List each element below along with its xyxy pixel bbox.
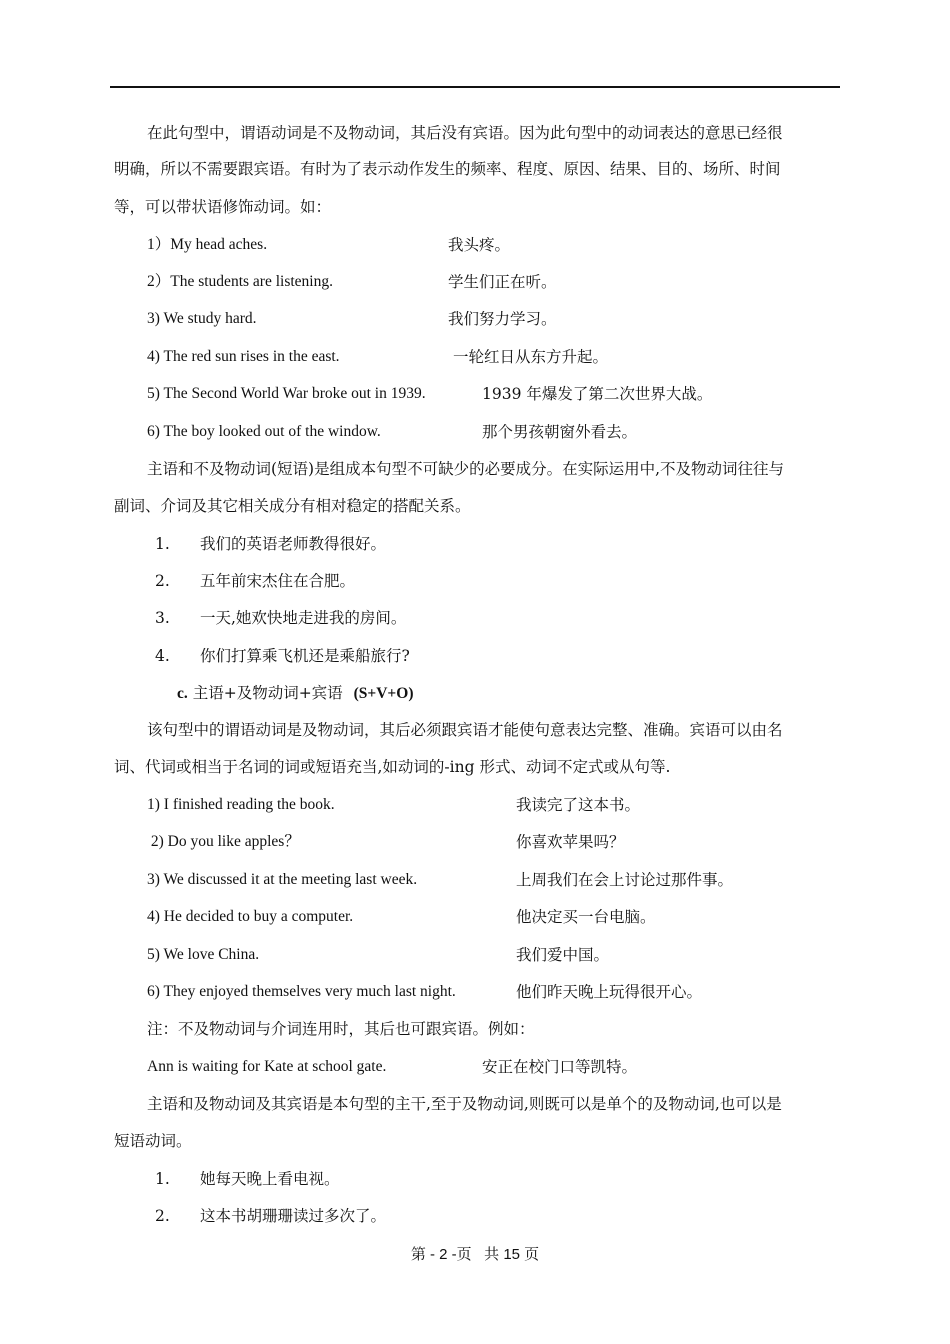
example-en-2: 2）The students are listening.	[147, 273, 333, 290]
exercise1-text-2: 五年前宋杰住在合肥。	[200, 572, 356, 590]
exercise2-num-2: 2.	[155, 1207, 170, 1225]
exercise2-num-1: 1.	[155, 1170, 170, 1188]
example-en-3: 3) We study hard.	[147, 310, 257, 327]
section-c-letter: c.	[177, 685, 188, 702]
note1-line-1: 主语和不及物动词(短语)是组成本句型不可缺少的必要成分。在实际运用中,不及物动词往往与	[147, 460, 785, 478]
section-c-title: 主语+及物动词+宾语	[192, 684, 343, 702]
exercise2-text-1: 她每天晚上看电视。	[200, 1170, 340, 1188]
example-zh-1: 我头疼。	[448, 236, 511, 254]
exercise1-num-1: 1.	[155, 535, 170, 553]
svo-example-zh-1: 我读完了这本书。	[516, 796, 641, 814]
exercise1-num-3: 3.	[155, 609, 170, 627]
svo-example-en-5: 5) We love China.	[147, 946, 260, 963]
intro-line-1: 在此句型中，谓语动词是不及物动词，其后没有宾语。因为此句型中的动词表达的意思已经很	[147, 124, 783, 142]
example-zh-6: 那个男孩朝窗外看去。	[482, 423, 638, 441]
example-en-6: 6) The boy looked out of the window.	[147, 423, 381, 440]
svo-example-zh-6: 他们昨天晚上玩得很开心。	[516, 983, 703, 1001]
intro-line-3: 等，可以带状语修饰动词。如：	[114, 198, 332, 216]
note3-line-1: 主语和及物动词及其宾语是本句型的主干,至于及物动词,则既可以是单个的及物动词,也可以是	[147, 1095, 782, 1113]
intro-line-2: 明确，所以不需要跟宾语。有时为了表示动作发生的频率、程度、原因、结果、目的、场所、时间	[114, 160, 781, 178]
exercise1-text-1: 我们的英语老师教得很好。	[200, 535, 387, 553]
exercise1-text-4: 你们打算乘飞机还是乘船旅行?	[200, 647, 410, 665]
section-c-formula: (S+V+O)	[353, 685, 414, 702]
example-en-4: 4) The red sun rises in the east.	[147, 348, 340, 365]
svo-intro-line-1: 该句型中的谓语动词是及物动词，其后必须跟宾语才能使句意表达完整、准确。宾语可以由名	[147, 721, 783, 739]
note2-example-en: Ann is waiting for Kate at school gate.	[147, 1058, 387, 1075]
svo-example-zh-3: 上周我们在会上讨论过那件事。	[516, 871, 734, 889]
note3-line-2: 短语动词。	[114, 1132, 192, 1150]
example-zh-4: 一轮红日从东方升起。	[453, 348, 609, 366]
note1-line-2: 副词、介词及其它相关成分有相对稳定的搭配关系。	[114, 497, 471, 515]
example-en-5: 5) The Second World War broke out in 1939.	[147, 385, 426, 402]
svo-example-en-1: 1) I finished reading the book.	[147, 796, 335, 813]
note2: 注：不及物动词与介词连用时，其后也可跟宾语。例如：	[147, 1020, 535, 1038]
svo-example-en-2: 2) Do you like apples？	[147, 833, 300, 850]
header-rule	[110, 86, 840, 88]
exercise1-text-3: 一天,她欢快地走进我的房间。	[200, 609, 407, 627]
svo-intro-line-2: 词、代词或相当于名词的词或短语充当,如动词的-ing 形式、动词不定式或从句等.	[114, 758, 671, 776]
section-c-heading	[177, 682, 413, 705]
page-footer: 第 - 2 -页 共 15 页	[410, 1246, 540, 1263]
svo-example-en-6: 6) They enjoyed themselves very much last night.	[147, 983, 456, 1000]
example-zh-3: 我们努力学习。	[448, 310, 557, 328]
exercise2-text-2: 这本书胡珊珊读过多次了。	[200, 1207, 387, 1225]
svo-example-zh-5: 我们爱中国。	[516, 946, 610, 964]
example-zh-2: 学生们正在听。	[448, 273, 557, 291]
example-zh-5: 1939 年爆发了第二次世界大战。	[482, 385, 713, 403]
note2-example-zh: 安正在校门口等凯特。	[482, 1058, 638, 1076]
example-en-1: 1）My head aches.	[147, 236, 268, 253]
svo-example-zh-4: 他决定买一台电脑。	[516, 908, 656, 926]
svo-example-en-4: 4) He decided to buy a computer.	[147, 908, 354, 925]
svo-example-en-3: 3) We discussed it at the meeting last week.	[147, 871, 418, 888]
exercise1-num-2: 2.	[155, 572, 170, 590]
svo-example-zh-2: 你喜欢苹果吗？	[516, 833, 625, 851]
exercise1-num-4: 4.	[155, 647, 170, 665]
